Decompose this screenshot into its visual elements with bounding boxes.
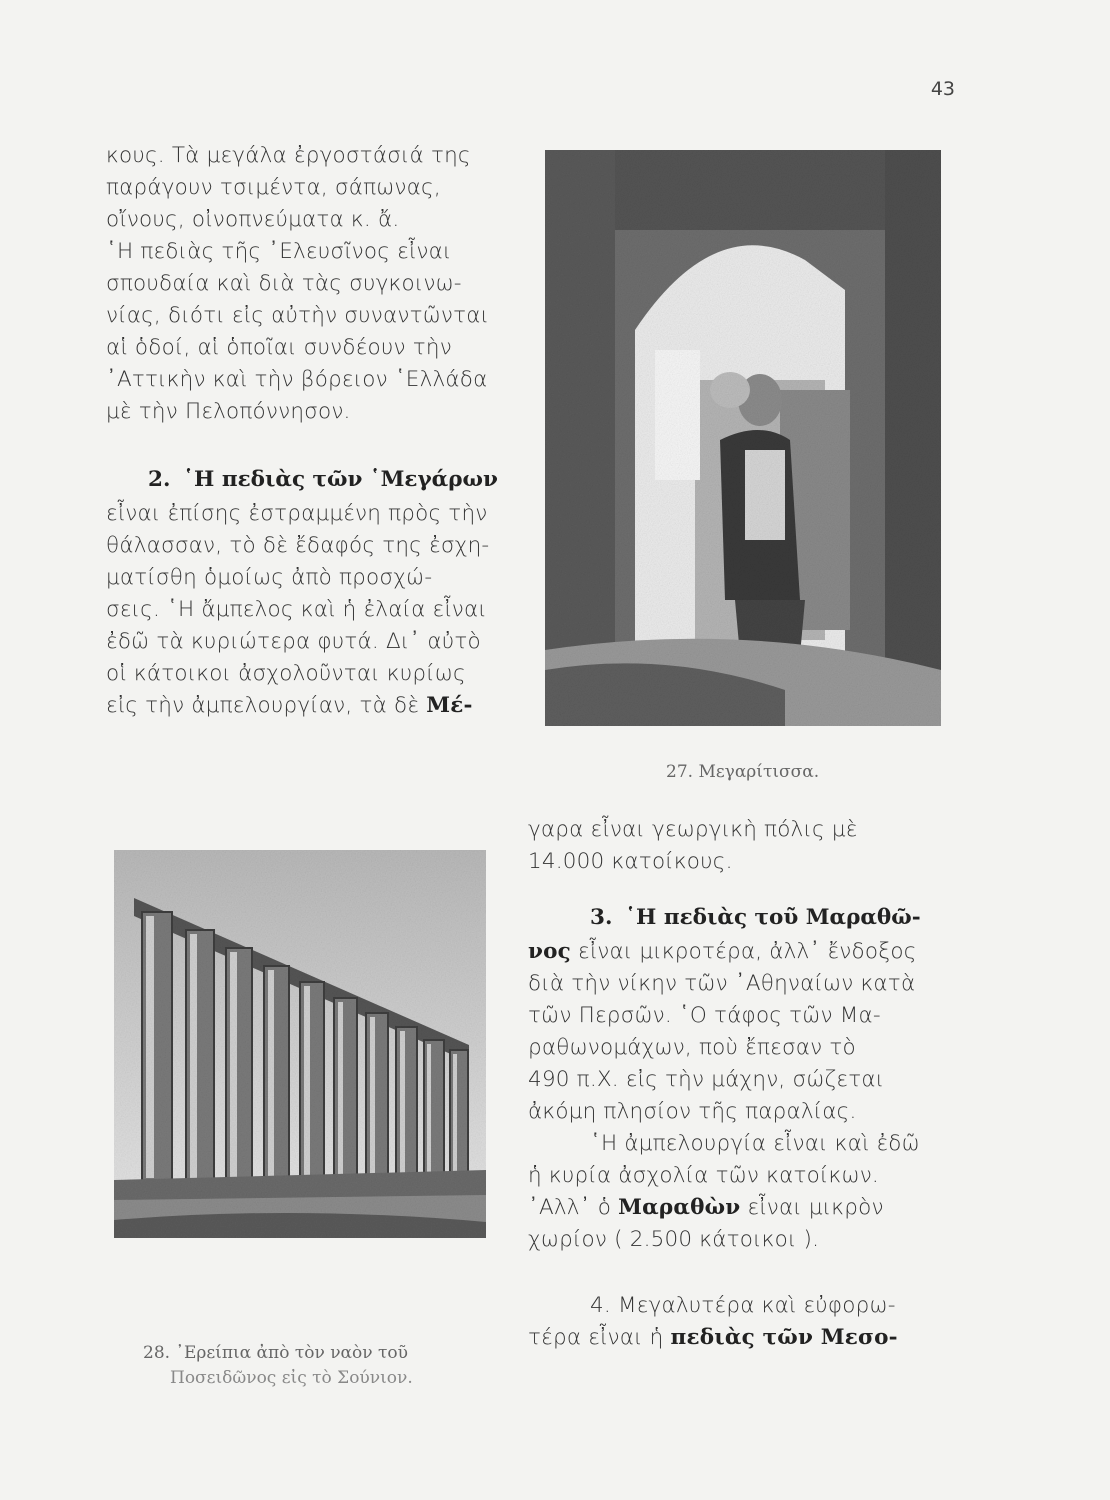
text-line: ἡ κυρία ἀσχολία τῶν κατοίκων.: [528, 1163, 879, 1188]
text-line: χωρίον ( 2.500 κάτοικοι ).: [528, 1227, 820, 1252]
text-segment: εἶναι μικρὸν: [747, 1195, 884, 1220]
bold-term: Μέ-: [426, 693, 473, 718]
photo-woman-carrying-jug: [545, 150, 941, 726]
section-number: 2.: [148, 467, 171, 492]
left-column-text: [106, 140, 530, 722]
photo-woman-image: [545, 150, 941, 726]
text-line: γαρα εἶναι γεωργικὴ πόλις μὲ: [528, 817, 858, 842]
text-line: εἶναι ἐπίσης ἐστραμμένη πρὸς τὴν: [106, 501, 488, 526]
text-line: ἐδῶ τὰ κυριώτερα φυτά. Δι᾿ αὐτὸ: [106, 629, 481, 654]
text-line: 490 π.Χ. εἰς τὴν μάχην, σώζεται: [528, 1067, 885, 1092]
section-2-heading: [106, 462, 530, 498]
section-3-heading: [528, 900, 954, 936]
text-line: ματίσθη ὁμοίως ἀπὸ προσχώ-: [106, 565, 433, 590]
page-number: 43: [930, 78, 955, 100]
figure-27-caption: 27. Μεγαρίτισσα.: [666, 762, 820, 782]
text-line: ᾿Αττικὴν καὶ τὴν βόρειον ῾Ελλάδα: [106, 367, 488, 392]
text-segment: τέρα εἶναι ἡ: [528, 1325, 664, 1350]
text-line: θάλασσαν, τὸ δὲ ἔδαφός της ἐσχη-: [106, 533, 490, 558]
photo-temple-image: [114, 850, 486, 1238]
text-line: αἱ ὁδοί, αἱ ὁποῖαι συνδέουν τὴν: [106, 335, 452, 360]
text-segment: εἰς τὴν ἀμπελουργίαν, τὰ δὲ: [106, 693, 420, 718]
bold-term: πεδιὰς τῶν Μεσο-: [670, 1325, 898, 1350]
figure-28-caption-continued: Ποσειδῶνος εἰς τὸ Σούνιον.: [170, 1368, 413, 1388]
photo-temple-columns: [114, 850, 486, 1238]
text-line: παράγουν τσιμέντα, σάπωνας,: [106, 175, 441, 200]
text-line: σεις. ῾Η ἄμπελος καὶ ἡ ἐλαία εἶναι: [106, 597, 487, 622]
text-line: διὰ τὴν νίκην τῶν ᾿Αθηναίων κατὰ: [528, 971, 916, 996]
text-line: μὲ τὴν Πελοπόννησον.: [106, 399, 351, 424]
text-line: νίας, διότι εἰς αὐτὴν συναντῶνται: [106, 303, 490, 328]
section-title: ῾Η πεδιὰς τῶν ῾Μεγάρων: [183, 467, 498, 492]
text-line: ἀκόμη πλησίον τῆς παραλίας.: [528, 1099, 857, 1124]
text-line: κους. Τὰ μεγάλα ἐργοστάσιά της: [106, 143, 471, 168]
bold-term: νος: [528, 939, 571, 964]
text-segment: εἶναι μικροτέρα, ἀλλ᾿ ἔνδοξος: [578, 939, 917, 964]
text-line: [528, 936, 954, 968]
text-line: οἱ κάτοικοι ἀσχολοῦνται κυρίως: [106, 661, 466, 686]
text-line: ῾Η ἀμπελουργία εἶναι καὶ ἐδῶ: [590, 1131, 920, 1156]
right-column-text: [528, 814, 954, 1354]
text-line: ῾Η πεδιὰς τῆς ᾿Ελευσῖνος εἶναι: [106, 239, 452, 264]
text-line: ραθωνομάχων, ποὺ ἔπεσαν τὸ: [528, 1035, 856, 1060]
text-line: [528, 1322, 954, 1354]
figure-28-caption: 28. ᾿Ερείπια ἀπὸ τὸν ναὸν τοῦ: [143, 1343, 408, 1363]
text-line: σπουδαία καὶ διὰ τὰς συγκοινω-: [106, 271, 462, 296]
text-line: [528, 1192, 954, 1224]
text-line: [106, 690, 530, 722]
text-line: τῶν Περσῶν. ῾Ο τάφος τῶν Μα-: [528, 1003, 881, 1028]
section-4-heading: 4. Μεγαλυτέρα καὶ εὐφορω-: [590, 1293, 896, 1318]
text-segment: ᾿Αλλ᾿ ὁ: [528, 1195, 612, 1220]
section-title: ῾Η πεδιὰς τοῦ Μαραθῶ-: [625, 905, 921, 930]
text-line: 14.000 κατοίκους.: [528, 849, 733, 874]
text-line: οἴνους, οἰνοπνεύματα κ. ἄ.: [106, 207, 400, 232]
bold-term: Μαραθὼν: [618, 1195, 741, 1220]
section-number: 3.: [590, 905, 613, 930]
